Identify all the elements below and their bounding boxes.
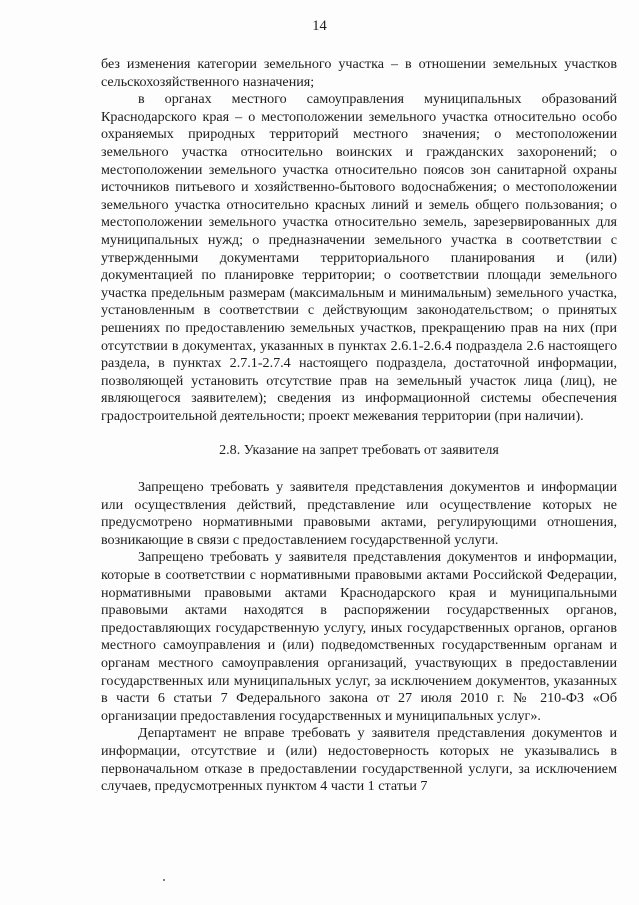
spacer [101, 425, 617, 442]
paragraph-land-category: без изменения категории земельного участка – в отношении земельных участков сельскохозяйственного назначения; [101, 56, 617, 90]
section-heading: 2.8. Указание на запрет требовать от заявителя [219, 442, 499, 459]
page-number: 14 [312, 18, 327, 34]
scan-speck [163, 879, 165, 881]
spacer [101, 460, 617, 479]
paragraph-department-restriction: Департамент не вправе требовать у заявителя представления документов и информации, отсутствие и (или) недостоверность которых не указывались в первоначальном отказе в предоставлении государственной услуги, за исключением случаев, предусмотренных пунктом 4 части 1 статьи 7 [101, 725, 617, 795]
paragraph-local-authorities: в органах местного самоуправления муниципальных образований Краснодарского края – о местоположении земельного участка относительно особо охраняемых природных территорий местного значения; о местоположении земельного участка относительно воинских и гражданских захоронений; о местоположении земельного участка относительно поясов зон санитарной охраны источников питьевого и хозяйственно-бытового водоснабжения; о местоположении земельного участка относительно красных линий и земель общего пользования; о местоположении земельного участка относительно земель, зарезервированных для муниципальных нужд; о предназначении земельного участка в соответствии с утвержденными документами территориального планирования и (или) документацией по планировке территории; о соответствии площади земельного участка предельным размерам (максимальным и минимальным) земельного участка, установленным в соответствии с действующим законодательством; о принятых решениях по предоставлению земельных участков, прекращению прав на них (при отсутствии в документах, указанных в пунктах 2.6.1-2.6.4 подраздела 2.6 настоящего раздела, в пунктах 2.7.1-2.7.4 настоящего подраздела, достаточной информации, позволяющей установить отсутствие прав на земельный участок лица (лиц), не являющегося заявителем); сведения из информационной системы обеспечения градостроительной деятельности; проект межевания территории (при наличии). [101, 91, 617, 424]
paragraph-prohibition-actions: Запрещено требовать у заявителя представления документов и информации или осуществления действий, представление или осуществление которых не предусмотрено нормативными правовыми актами, регулирующими отношения, возникающие в связи с предоставлением государственной услуги. [101, 479, 617, 548]
document-body [101, 56, 617, 796]
paragraph-prohibition-documents: Запрещено требовать у заявителя представления документов и информации, которые в соответствии с нормативными правовыми актами Российской Федерации, нормативными правовыми актами Краснодарского края и муниципальными правовыми актами находятся в распоряжении государственных органов, предоставляющих государственную услугу, иных государственных органов, органов местного самоуправления и (или) подведомственных государственным органам и органам местного самоуправления организаций, участвующих в предоставлении государственных или муниципальных услуг, за исключением документов, указанных в части 6 статьи 7 Федерального закона от 27 июля 2010 г. № 210-ФЗ «Об организации предоставления государственных и муниципальных услуг». [101, 549, 617, 724]
